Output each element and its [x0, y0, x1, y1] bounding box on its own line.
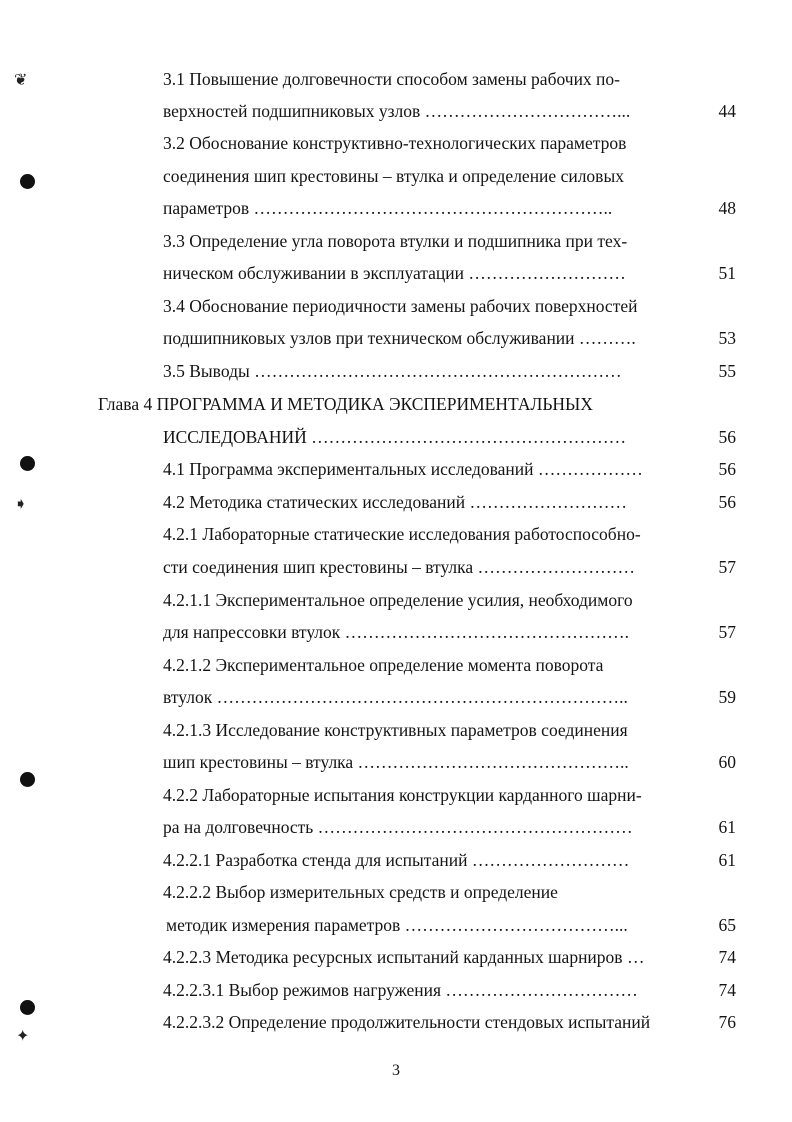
toc-line: 4.2.1 Лабораторные статические исследования работоспособно-	[163, 524, 641, 544]
toc-line: для напрессовки втулок ………………………………………….	[163, 622, 630, 642]
toc-chapter-heading: Глава 4 ПРОГРАММА И МЕТОДИКА ЭКСПЕРИМЕНТАЛЬНЫХ	[98, 394, 593, 414]
toc-page-number: 76	[718, 1012, 736, 1032]
toc-page-number: 56	[718, 492, 736, 512]
toc-line: ническом обслуживании в эксплуатации ………………………	[163, 263, 626, 283]
toc-line: 3.4 Обоснование периодичности замены рабочих поверхностей	[163, 296, 638, 316]
toc-page-number: 56	[718, 427, 736, 447]
toc-page-number: 48	[718, 198, 736, 218]
scan-mark-icon: ✦	[16, 1026, 30, 1045]
toc-line: 4.1 Программа экспериментальных исследований ………………	[163, 459, 643, 479]
toc-line: 4.2.2 Лабораторные испытания конструкции карданного шарни-	[163, 785, 642, 805]
binder-hole	[20, 772, 35, 787]
toc-page-number: 51	[718, 263, 736, 283]
toc-line: шип крестовины – втулка ………………………………………..	[163, 752, 629, 772]
toc-line: соединения шип крестовины – втулка и определение силовых	[163, 166, 624, 186]
toc-line: подшипниковых узлов при техническом обслуживании ……….	[163, 328, 636, 348]
toc-page-number: 56	[718, 459, 736, 479]
toc-line: 4.2.2.3.2 Определение продолжительности стендовых испытаний	[163, 1012, 651, 1032]
binder-hole	[20, 1000, 35, 1015]
toc-line: ИССЛЕДОВАНИЙ ………………………………………………	[163, 427, 627, 447]
toc-page-number: 44	[718, 101, 736, 121]
toc-page-number: 59	[718, 687, 736, 707]
toc-page-number: 61	[718, 850, 736, 870]
toc-line: 4.2.2.3.1 Выбор режимов нагружения ……………………………	[163, 980, 638, 1000]
toc-page-number: 65	[718, 915, 736, 935]
toc-line: сти соединения шип крестовины – втулка ………………………	[163, 557, 636, 577]
toc-line: верхностей подшипниковых узлов ……………………………...	[163, 101, 631, 121]
toc-line: 3.2 Обоснование конструктивно-технологических параметров	[163, 133, 627, 153]
toc-page-number: 61	[718, 817, 736, 837]
toc-line: втулок ……………………………………………………………..	[163, 687, 628, 707]
toc-page-number: 57	[718, 557, 736, 577]
scan-mark-icon: ➧	[14, 494, 28, 513]
toc-page-number: 60	[718, 752, 736, 772]
toc-page-number: 74	[718, 947, 736, 967]
toc-page-number: 53	[718, 328, 736, 348]
toc-line: 3.1 Повышение долговечности способом замены рабочих по-	[163, 69, 620, 89]
toc-line: 4.2.1.2 Экспериментальное определение момента поворота	[163, 655, 604, 675]
toc-line: параметров ……………………………………………………..	[163, 198, 613, 218]
toc-line: 4.2.1.1 Экспериментальное определение усилия, необходимого	[163, 590, 633, 610]
toc-line: 3.5 Выводы ………………………………………………………	[163, 361, 622, 381]
toc-line: 4.2.2.2 Выбор измерительных средств и определение	[163, 882, 558, 902]
binder-hole	[20, 174, 35, 189]
toc-line: 4.2.1.3 Исследование конструктивных параметров соединения	[163, 720, 628, 740]
toc-page-number: 74	[718, 980, 736, 1000]
binder-hole	[20, 456, 35, 471]
scan-mark-icon: ❦	[14, 70, 28, 89]
toc-line: 4.2.2.3 Методика ресурсных испытаний карданных шарниров …	[163, 947, 645, 967]
toc-line: 3.3 Определение угла поворота втулки и подшипника при тех-	[163, 231, 628, 251]
toc-line: 4.2 Методика статических исследований ………………………	[163, 492, 627, 512]
toc-line: 4.2.2.1 Разработка стенда для испытаний ………………………	[163, 850, 630, 870]
page-number: 3	[392, 1062, 400, 1079]
toc-line: методик измерения параметров ………………………………...	[166, 915, 628, 935]
toc-page-number: 55	[718, 361, 736, 381]
toc-line: ра на долговечность ………………………………………………	[163, 817, 633, 837]
toc-page-number: 57	[718, 622, 736, 642]
